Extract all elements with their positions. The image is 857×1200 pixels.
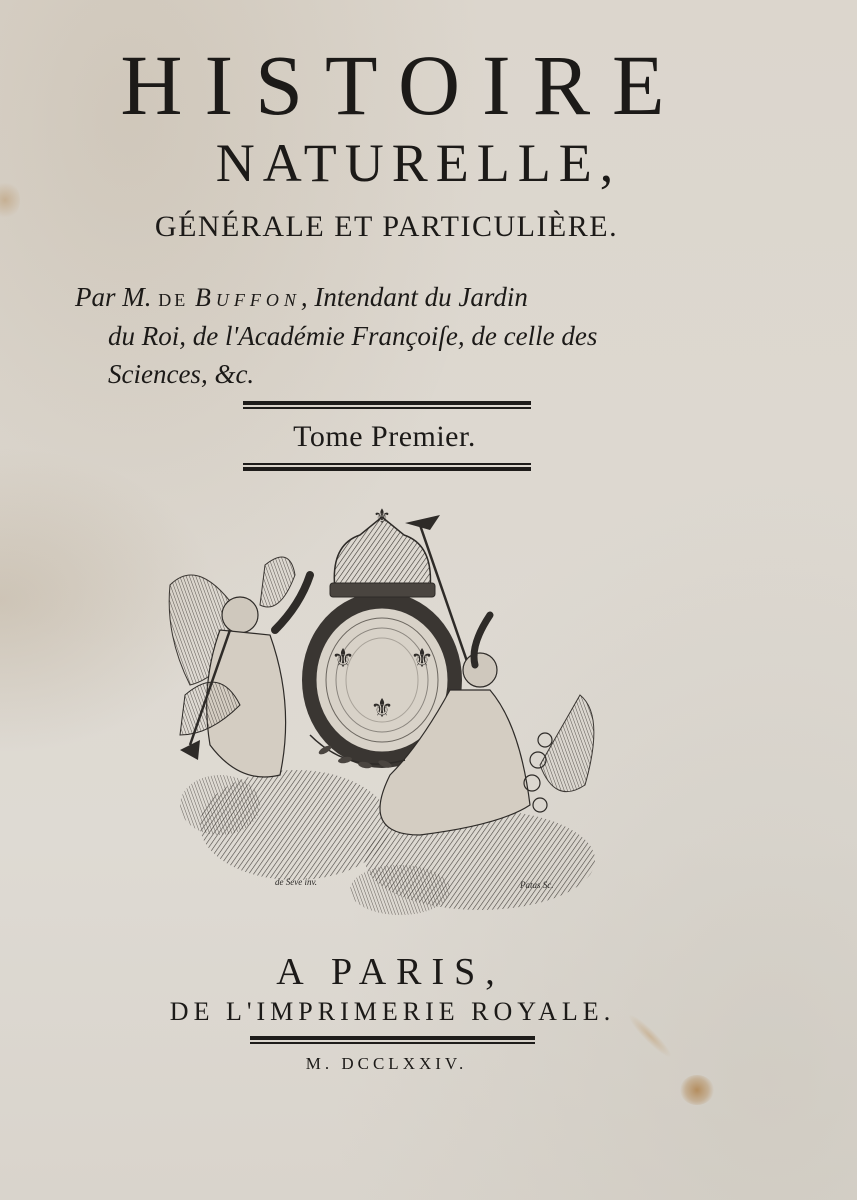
byline-prefix: Par bbox=[75, 282, 116, 312]
byline-line-3: Sciences, &c. bbox=[108, 359, 255, 389]
double-rule-bottom bbox=[243, 463, 531, 471]
svg-text:⚜: ⚜ bbox=[373, 506, 391, 528]
engraved-vignette bbox=[160, 505, 610, 925]
double-rule-top bbox=[243, 401, 531, 409]
title-histoire: HISTOIRE bbox=[120, 37, 687, 133]
author-byline bbox=[75, 278, 705, 393]
byline-line-2: du Roi, de l'Académie Françoiſe, de celle des bbox=[108, 321, 598, 351]
imprint-printer: DE L'IMPRIMERIE ROYALE. bbox=[169, 997, 616, 1026]
title-subtitle: GÉNÉRALE ET PARTICULIÈRE. bbox=[154, 210, 619, 243]
double-rule-imprint bbox=[250, 1036, 535, 1044]
designer-credit: de Seve inv. bbox=[275, 877, 318, 887]
title-naturelle: NATURELLE, bbox=[215, 133, 622, 193]
byline-de: de bbox=[158, 283, 189, 312]
publication-year: M. DCCLXXIV. bbox=[305, 1054, 468, 1073]
crown-icon bbox=[330, 506, 435, 597]
fleur-de-lis-icon: ⚜ bbox=[410, 644, 434, 673]
engraver-credit: Patas Sc. bbox=[520, 880, 554, 890]
volume-label: Tome Premier. bbox=[293, 420, 476, 453]
fleur-de-lis-icon: ⚜ bbox=[370, 694, 394, 723]
imprint-place: A PARIS, bbox=[276, 951, 505, 993]
author-name: Buffon bbox=[195, 283, 301, 312]
fleur-de-lis-icon: ⚜ bbox=[331, 644, 355, 673]
byline-m: M. bbox=[122, 282, 152, 312]
byline-rest: , Intendant du Jardin bbox=[300, 282, 528, 312]
crown-shield-angels-illustration bbox=[160, 505, 610, 925]
foxing-stain bbox=[680, 1075, 714, 1105]
